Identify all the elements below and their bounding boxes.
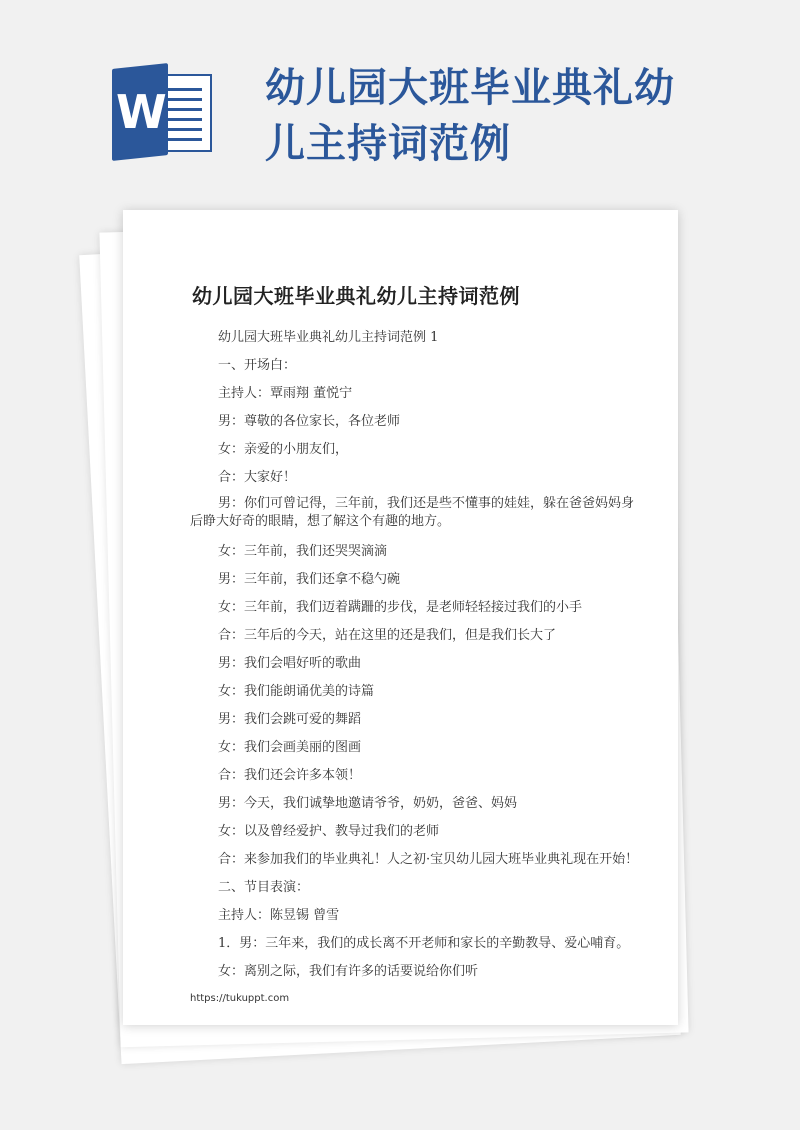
- body-paragraph: 男：你们可曾记得，三年前，我们还是些不懂事的娃娃，躲在爸爸妈妈身后睁大好奇的眼睛，想了解这个有趣的地方。: [190, 496, 635, 529]
- word-document-icon: [112, 62, 214, 162]
- body-line: 男：尊敬的各位家长，各位老师: [218, 414, 401, 429]
- body-line: 男：我们会唱好听的歌曲: [218, 656, 362, 671]
- body-line: 女：三年前，我们迈着蹒跚的步伐，是老师轻轻接过我们的小手: [218, 600, 583, 615]
- body-line: 合：来参加我们的毕业典礼！人之初·宝贝幼儿园大班毕业典礼现在开始！: [218, 852, 639, 867]
- body-line: 女：亲爱的小朋友们，: [218, 442, 349, 457]
- body-line: 女：三年前，我们还哭哭滴滴: [218, 544, 388, 559]
- footer-url: https://tukuppt.com: [190, 993, 290, 1004]
- body-line: 合：我们还会许多本领！: [218, 768, 362, 783]
- word-letter: W: [116, 85, 167, 139]
- page-title: 幼儿园大班毕业典礼幼儿主持词范例: [265, 65, 675, 167]
- body-line: 女：离别之际，我们有许多的话要说给你们听: [218, 964, 479, 979]
- body-line: 1．男：三年来，我们的成长离不开老师和家长的辛勤教导、爱心哺育。: [218, 936, 630, 951]
- body-line: 主持人：覃雨翔 董悦宁: [218, 386, 353, 401]
- body-line: 女：以及曾经爱护、教导过我们的老师: [218, 824, 440, 839]
- body-line: 合：三年后的今天，站在这里的还是我们，但是我们长大了: [218, 628, 557, 643]
- body-line: 合：大家好！: [218, 470, 297, 485]
- body-line: 二、节目表演：: [218, 880, 310, 895]
- body-line: 女：我们能朗诵优美的诗篇: [218, 684, 375, 699]
- body-line: 女：我们会画美丽的图画: [218, 740, 362, 755]
- body-line: 一、开场白：: [218, 358, 297, 373]
- body-line: 主持人：陈昱锡 曾雪: [218, 908, 340, 923]
- body-line: 幼儿园大班毕业典礼幼儿主持词范例 1: [218, 330, 439, 345]
- body-line: 男：我们会跳可爱的舞蹈: [218, 712, 362, 727]
- body-line: 男：今天，我们诚挚地邀请爷爷，奶奶，爸爸、妈妈: [218, 796, 518, 811]
- document-title: 幼儿园大班毕业典礼幼儿主持词范例: [192, 284, 520, 308]
- document-body: [190, 327, 645, 989]
- body-line: 男：三年前，我们还拿不稳勺碗: [218, 572, 401, 587]
